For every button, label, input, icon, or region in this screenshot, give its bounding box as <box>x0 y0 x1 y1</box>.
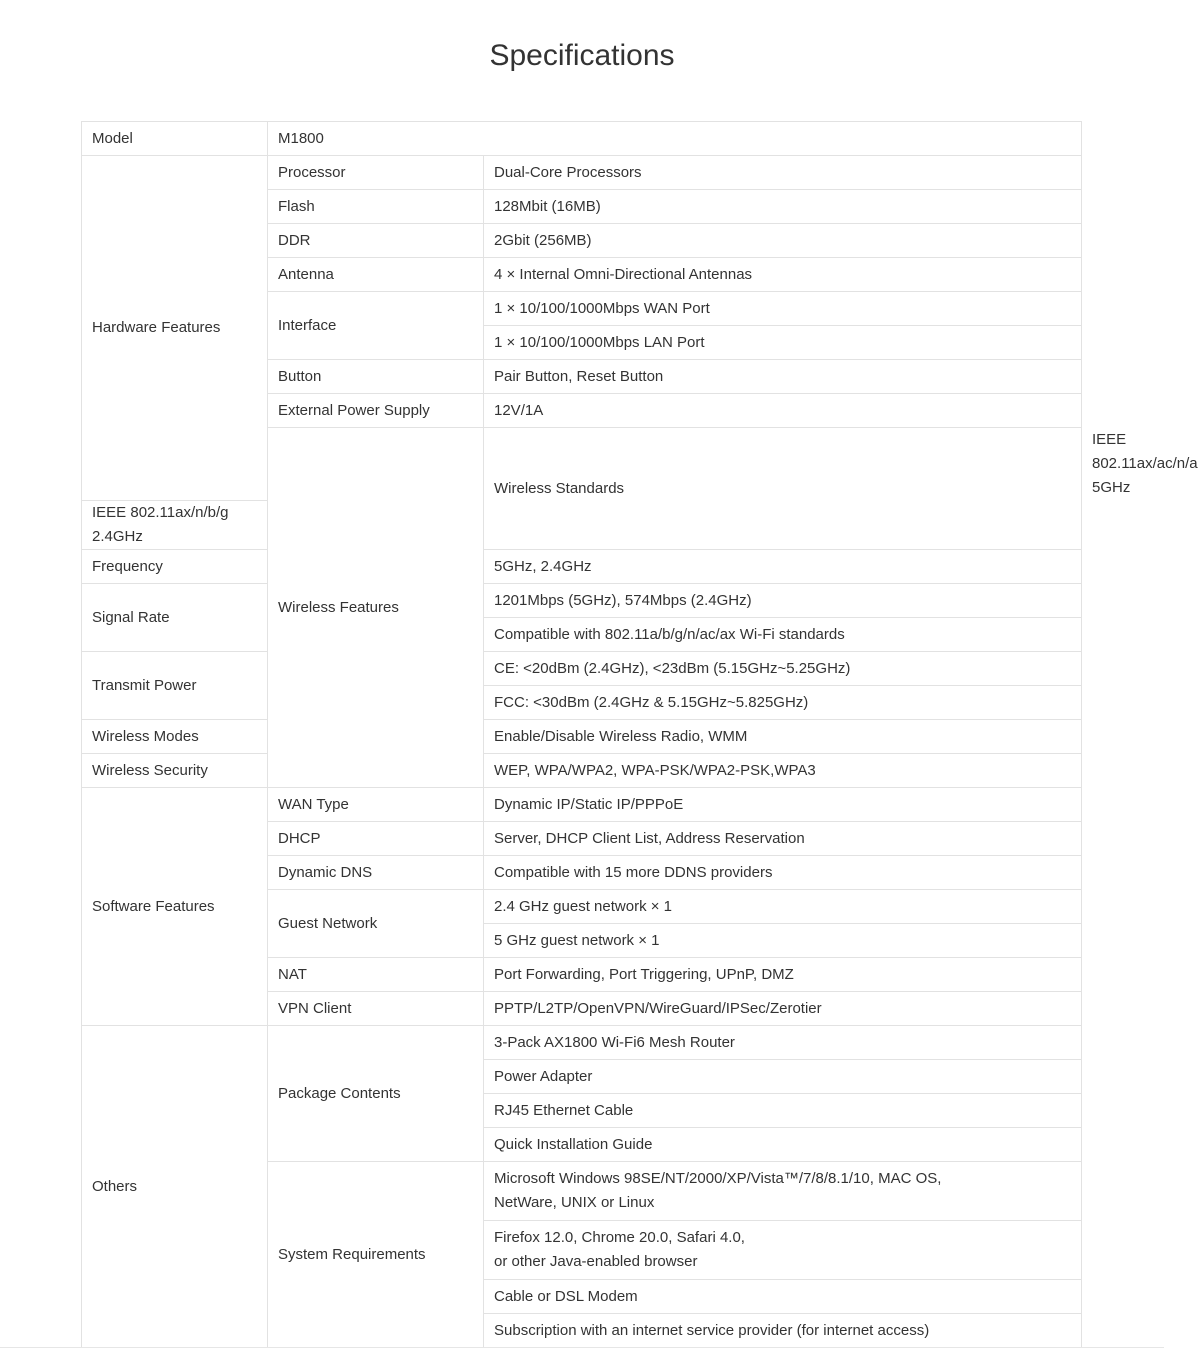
os-requirement-line: NetWare, UNIX or Linux <box>494 1194 655 1211</box>
feature-value: 5 GHz guest network × 1 <box>484 924 1082 958</box>
feature-value: 3-Pack AX1800 Wi-Fi6 Mesh Router <box>484 1026 1082 1060</box>
feature-label: Wireless Standards <box>484 428 1082 550</box>
feature-label: Guest Network <box>268 890 484 958</box>
table-row <box>82 584 1082 618</box>
feature-value: 128Mbit (16MB) <box>484 190 1082 224</box>
feature-label: NAT <box>268 958 484 992</box>
feature-label: Antenna <box>268 258 484 292</box>
feature-value: Cable or DSL Modem <box>484 1280 1082 1314</box>
page-title: Specifications <box>489 39 675 72</box>
table-row <box>82 122 1082 156</box>
feature-value: 1 × 10/100/1000Mbps WAN Port <box>484 292 1082 326</box>
table-row <box>82 1026 1082 1060</box>
feature-label: Wireless Security <box>82 754 268 788</box>
feature-value: Server, DHCP Client List, Address Reservation <box>484 822 1082 856</box>
feature-label: External Power Supply <box>268 394 484 428</box>
feature-label: Processor <box>268 156 484 190</box>
feature-label: WAN Type <box>268 788 484 822</box>
model-label: Model <box>82 122 268 156</box>
table-row <box>82 156 1082 190</box>
table-row <box>82 788 1082 822</box>
feature-label: Wireless Modes <box>82 720 268 754</box>
table-row: Wireless Features Wireless Standards IEEE 802.11ax/ac/n/a 5GHz <box>82 428 1082 501</box>
feature-label: Button <box>268 360 484 394</box>
category-hardware: Hardware Features <box>82 156 268 501</box>
feature-label: Transmit Power <box>82 652 268 720</box>
feature-label: DHCP <box>268 822 484 856</box>
table-row <box>82 754 1082 788</box>
feature-value: FCC: <30dBm (2.4GHz & 5.15GHz~5.825GHz) <box>484 686 1082 720</box>
feature-value: CE: <20dBm (2.4GHz), <23dBm (5.15GHz~5.25GHz) <box>484 652 1082 686</box>
feature-value: Compatible with 802.11a/b/g/n/ac/ax Wi-Fi standards <box>484 618 1082 652</box>
feature-value: 5GHz, 2.4GHz <box>484 550 1082 584</box>
feature-label: System Requirements <box>268 1162 484 1348</box>
feature-value: 12V/1A <box>484 394 1082 428</box>
feature-value: 1201Mbps (5GHz), 574Mbps (2.4GHz) <box>484 584 1082 618</box>
feature-label: Package Contents <box>268 1026 484 1162</box>
feature-label: VPN Client <box>268 992 484 1026</box>
table-row <box>82 720 1082 754</box>
feature-value: Compatible with 15 more DDNS providers <box>484 856 1082 890</box>
browser-requirement-line: Firefox 12.0, Chrome 20.0, Safari 4.0, <box>494 1229 745 1246</box>
feature-value <box>484 1221 1082 1280</box>
feature-value: WEP, WPA/WPA2, WPA-PSK/WPA2-PSK,WPA3 <box>484 754 1082 788</box>
feature-value: Port Forwarding, Port Triggering, UPnP, DMZ <box>484 958 1082 992</box>
bottom-divider <box>0 1347 1164 1348</box>
feature-value: Pair Button, Reset Button <box>484 360 1082 394</box>
feature-label: Flash <box>268 190 484 224</box>
feature-value: Subscription with an internet service provider (for internet access) <box>484 1314 1082 1348</box>
category-others: Others <box>82 1026 268 1348</box>
browser-requirement-line: or other Java-enabled browser <box>494 1253 698 1270</box>
feature-label: Interface <box>268 292 484 360</box>
feature-value: IEEE 802.11ax/n/b/g 2.4GHz <box>82 501 268 550</box>
feature-value: Dual-Core Processors <box>484 156 1082 190</box>
feature-value: PPTP/L2TP/OpenVPN/WireGuard/IPSec/Zerotier <box>484 992 1082 1026</box>
feature-value: RJ45 Ethernet Cable <box>484 1094 1082 1128</box>
feature-value: Power Adapter <box>484 1060 1082 1094</box>
feature-label: DDR <box>268 224 484 258</box>
table-row <box>82 550 1082 584</box>
feature-value: 1 × 10/100/1000Mbps LAN Port <box>484 326 1082 360</box>
os-requirement-line: Microsoft Windows 98SE/NT/2000/XP/Vista™/7/8/8.1/10, MAC OS, <box>494 1170 942 1187</box>
category-wireless: Wireless Features <box>268 428 484 788</box>
feature-value: 2.4 GHz guest network × 1 <box>484 890 1082 924</box>
table-row <box>82 652 1082 686</box>
feature-value: 2Gbit (256MB) <box>484 224 1082 258</box>
feature-value <box>484 1162 1082 1221</box>
feature-label: Signal Rate <box>82 584 268 652</box>
feature-value: 4 × Internal Omni-Directional Antennas <box>484 258 1082 292</box>
feature-label: Frequency <box>82 550 268 584</box>
feature-value: Enable/Disable Wireless Radio, WMM <box>484 720 1082 754</box>
feature-value: Dynamic IP/Static IP/PPPoE <box>484 788 1082 822</box>
model-value: M1800 <box>268 122 1082 156</box>
feature-label: Dynamic DNS <box>268 856 484 890</box>
category-software: Software Features <box>82 788 268 1026</box>
specifications-table <box>81 121 1198 1348</box>
feature-value: Quick Installation Guide <box>484 1128 1082 1162</box>
